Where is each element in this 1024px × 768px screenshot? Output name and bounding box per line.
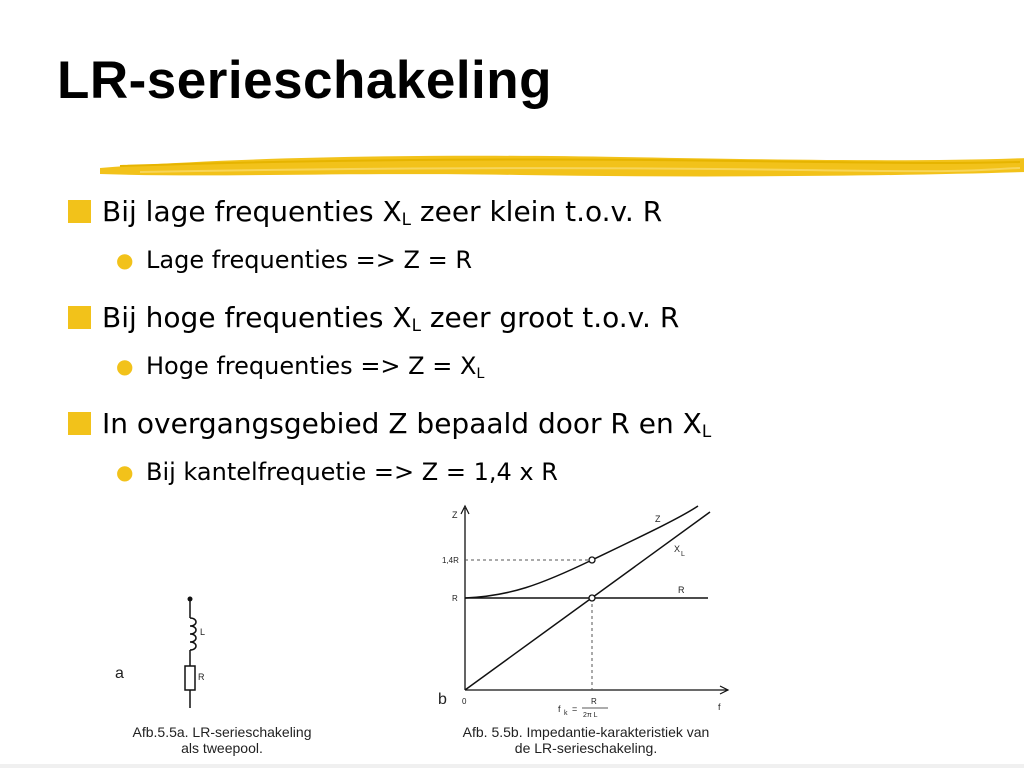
inductor-label: L	[200, 627, 206, 637]
inductor-coil-icon	[190, 618, 196, 650]
title-underline-brushstroke	[100, 148, 1024, 184]
sub-bullet-text: Hoge frequenties => Z = X	[146, 352, 477, 380]
slide-bottom-edge	[0, 764, 1024, 768]
fk-numerator: R	[591, 697, 597, 706]
bullet-item	[66, 301, 1006, 351]
svg-text:=: =	[572, 704, 578, 714]
caption-line: Afb. 5.5b. Impedantie-karakteristiek van	[462, 724, 710, 740]
bullet-text: Bij hoge frequenties X	[102, 301, 412, 334]
sub-bullet-text: Bij kantelfrequetie => Z = 1,4 x R	[146, 458, 558, 486]
bullet-text: Bij lage frequenties X	[102, 195, 402, 228]
bullet-subscript: L	[411, 315, 421, 335]
square-bullet-icon	[68, 412, 91, 435]
r-curve-label: R	[678, 585, 685, 595]
dot-bullet-icon: ●	[116, 354, 134, 378]
bullet-item	[66, 195, 1006, 245]
x-axis-label: f	[718, 702, 721, 712]
resistor-label: R	[198, 672, 205, 682]
z-curve-label: Z	[655, 514, 661, 524]
intersection-marker	[589, 595, 595, 601]
tick-r-label: R	[452, 594, 458, 603]
intersection-marker	[589, 557, 595, 563]
figure-a-label: a	[115, 665, 124, 682]
figure-a-caption	[112, 724, 332, 756]
sub-bullet-text: Lage frequenties => Z = R	[146, 246, 472, 274]
bullet-text-tail: zeer groot t.o.v. R	[420, 301, 680, 334]
caption-line: de LR-serieschakeling.	[514, 740, 658, 756]
slide-title: LR-serieschakeling	[57, 51, 553, 110]
square-bullet-icon	[68, 306, 91, 329]
sub-bullet-item	[66, 351, 1006, 407]
z-curve	[465, 506, 698, 598]
y-axis-label: Z	[452, 510, 458, 520]
fk-subscript: k	[564, 710, 568, 717]
bullet-text: In overgangsgebied Z bepaald door R en X	[102, 407, 702, 440]
terminal-top-icon	[188, 597, 193, 602]
xl-curve-label: X	[674, 544, 681, 554]
resistor-icon	[185, 666, 195, 690]
dot-bullet-icon: ●	[116, 460, 134, 484]
dot-bullet-icon: ●	[116, 248, 134, 272]
origin-label: 0	[462, 697, 467, 706]
bullet-subscript: L	[401, 209, 411, 229]
figure-b-caption	[436, 724, 736, 756]
caption-line: Afb.5.5a. LR-serieschakeling	[132, 724, 312, 740]
figure-b-impedance-chart	[430, 500, 740, 725]
bullet-text-tail: zeer klein t.o.v. R	[411, 195, 663, 228]
bullet-item	[66, 407, 1006, 457]
fk-denominator: 2π L	[583, 712, 598, 719]
square-bullet-icon	[68, 200, 91, 223]
caption-line: als tweepool.	[181, 740, 263, 756]
sub-bullet-item	[66, 245, 1006, 301]
xl-line	[465, 512, 710, 690]
bullet-list	[66, 195, 1006, 513]
figure-b-label: b	[438, 691, 447, 708]
sub-bullet-subscript: L	[476, 366, 485, 382]
bullet-subscript: L	[701, 421, 712, 441]
tick-14r-label: 1,4R	[442, 556, 459, 565]
fk-label: f	[558, 704, 561, 714]
figure-a-circuit-diagram	[105, 590, 345, 720]
xl-curve-subscript: L	[681, 551, 685, 558]
